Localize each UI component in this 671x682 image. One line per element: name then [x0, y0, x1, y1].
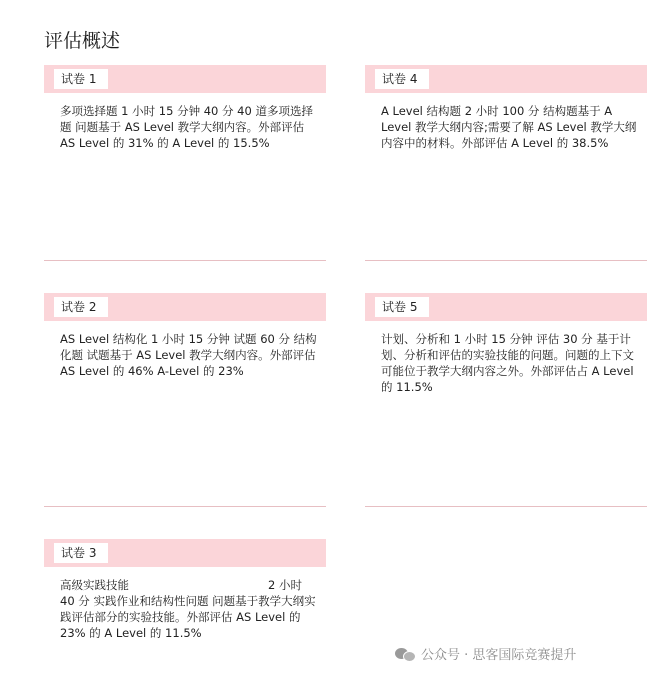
divider [44, 506, 326, 507]
card-description [44, 577, 326, 641]
card-header [44, 539, 326, 567]
card-heading-row [60, 577, 320, 593]
card-header [44, 293, 326, 321]
card-header [365, 65, 647, 93]
paper-2-card [44, 293, 326, 379]
card-description: A Level 结构题 2 小时 100 分 结构题基于 A Level 教学大纲内容;需要了解 AS Level 教学大纲内容中的材料。外部评估 A Level 的 38.5% [381, 104, 637, 150]
card-label: 试卷 4 [375, 69, 429, 89]
wechat-icon [395, 646, 415, 662]
card-label: 试卷 1 [54, 69, 108, 89]
divider [365, 260, 647, 261]
paper-4-card [365, 65, 647, 151]
card-label: 试卷 3 [54, 543, 108, 563]
paper-1-card [44, 65, 326, 151]
divider [44, 260, 326, 261]
paper-5-card [365, 293, 647, 395]
card-description: 多项选择题 1 小时 15 分钟 40 分 40 道多项选择题 问题基于 AS Level 教学大纲内容。外部评估 AS Level 的 31% 的 A Level 的 15.5% [60, 104, 313, 150]
paper-3-card [44, 539, 326, 641]
duration: 2 小时 [268, 578, 302, 592]
component-name: 高级实践技能 [60, 578, 129, 592]
divider [365, 506, 647, 507]
card-description: 计划、分析和 1 小时 15 分钟 评估 30 分 基于计划、分析和评估的实验技能的问题。问题的上下文可能位于教学大纲内容之外。外部评估占 A Level 的 11.5% [381, 332, 634, 394]
card-header [365, 293, 647, 321]
card-detail: 40 分 实践作业和结构性问题 问题基于教学大纲实践评估部分的实验技能。外部评估 AS Level 的 23% 的 A Level 的 11.5% [60, 594, 316, 640]
watermark [395, 644, 576, 663]
page-title: 评估概述 [44, 30, 121, 52]
watermark-text: 公众号 · 思客国际竞赛提升 [421, 648, 577, 663]
card-header [44, 65, 326, 93]
card-description: AS Level 结构化 1 小时 15 分钟 试题 60 分 结构化题 试题基于 AS Level 教学大纲内容。外部评估 AS Level 的 46% A-Level 的 23% [60, 332, 317, 378]
card-label: 试卷 2 [54, 297, 108, 317]
card-label: 试卷 5 [375, 297, 429, 317]
